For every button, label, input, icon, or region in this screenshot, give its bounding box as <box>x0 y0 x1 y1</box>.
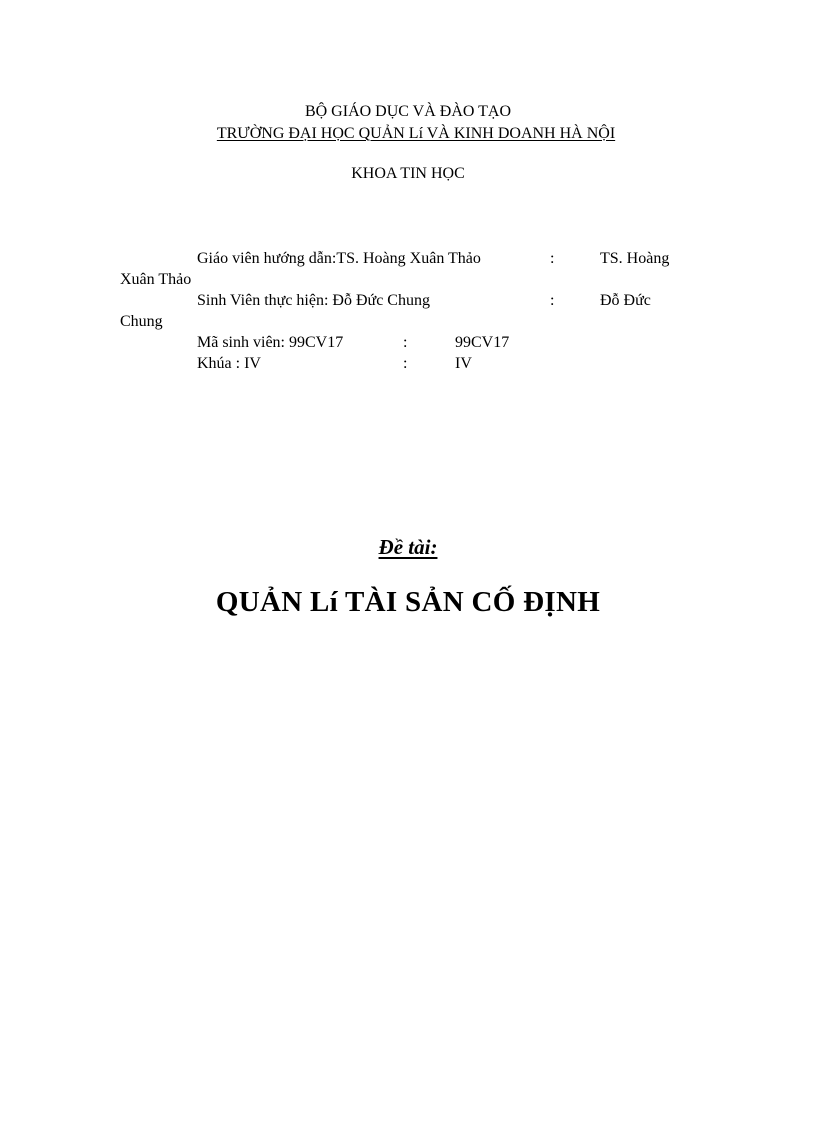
advisor-row <box>120 248 720 269</box>
topic-label: Đề tài: <box>378 535 438 559</box>
student-value-end: Chung <box>120 313 163 330</box>
advisor-row-wrap <box>120 269 720 290</box>
student-colon: : <box>550 292 555 309</box>
student-label: Sinh Viên thực hiện: Đỗ Đức Chung <box>197 292 430 309</box>
faculty-heading: KHOA TIN HỌC <box>351 165 465 182</box>
advisor-value-start: TS. Hoàng <box>600 250 670 267</box>
student-id-colon: : <box>403 334 408 351</box>
info-block <box>120 248 720 374</box>
course-value: IV <box>455 355 472 372</box>
student-id-value: 99CV17 <box>455 334 510 351</box>
advisor-colon: : <box>550 250 555 267</box>
ministry-heading: BỘ GIÁO DỤC VÀ ĐÀO TẠO <box>304 103 512 120</box>
student-id-row <box>120 332 720 353</box>
course-label: Khúa : IV <box>197 355 261 372</box>
course-colon: : <box>403 355 408 372</box>
student-id-label: Mã sinh viên: 99CV17 <box>197 334 344 351</box>
topic-title: QUẢN Lí TÀI SẢN CỐ ĐỊNH <box>215 586 601 618</box>
course-row <box>120 353 720 374</box>
advisor-label: Giáo viên hướng dẫn:TS. Hoàng Xuân Thảo <box>197 250 481 267</box>
student-row-wrap <box>120 311 720 332</box>
advisor-value-end: Xuân Thảo <box>120 271 192 288</box>
student-value-start: Đỗ Đức <box>600 292 651 309</box>
university-heading: TRƯỜNG ĐẠI HỌC QUẢN Lí VÀ KINH DOANH HÀ NỘI <box>216 125 616 142</box>
student-row <box>120 290 720 311</box>
